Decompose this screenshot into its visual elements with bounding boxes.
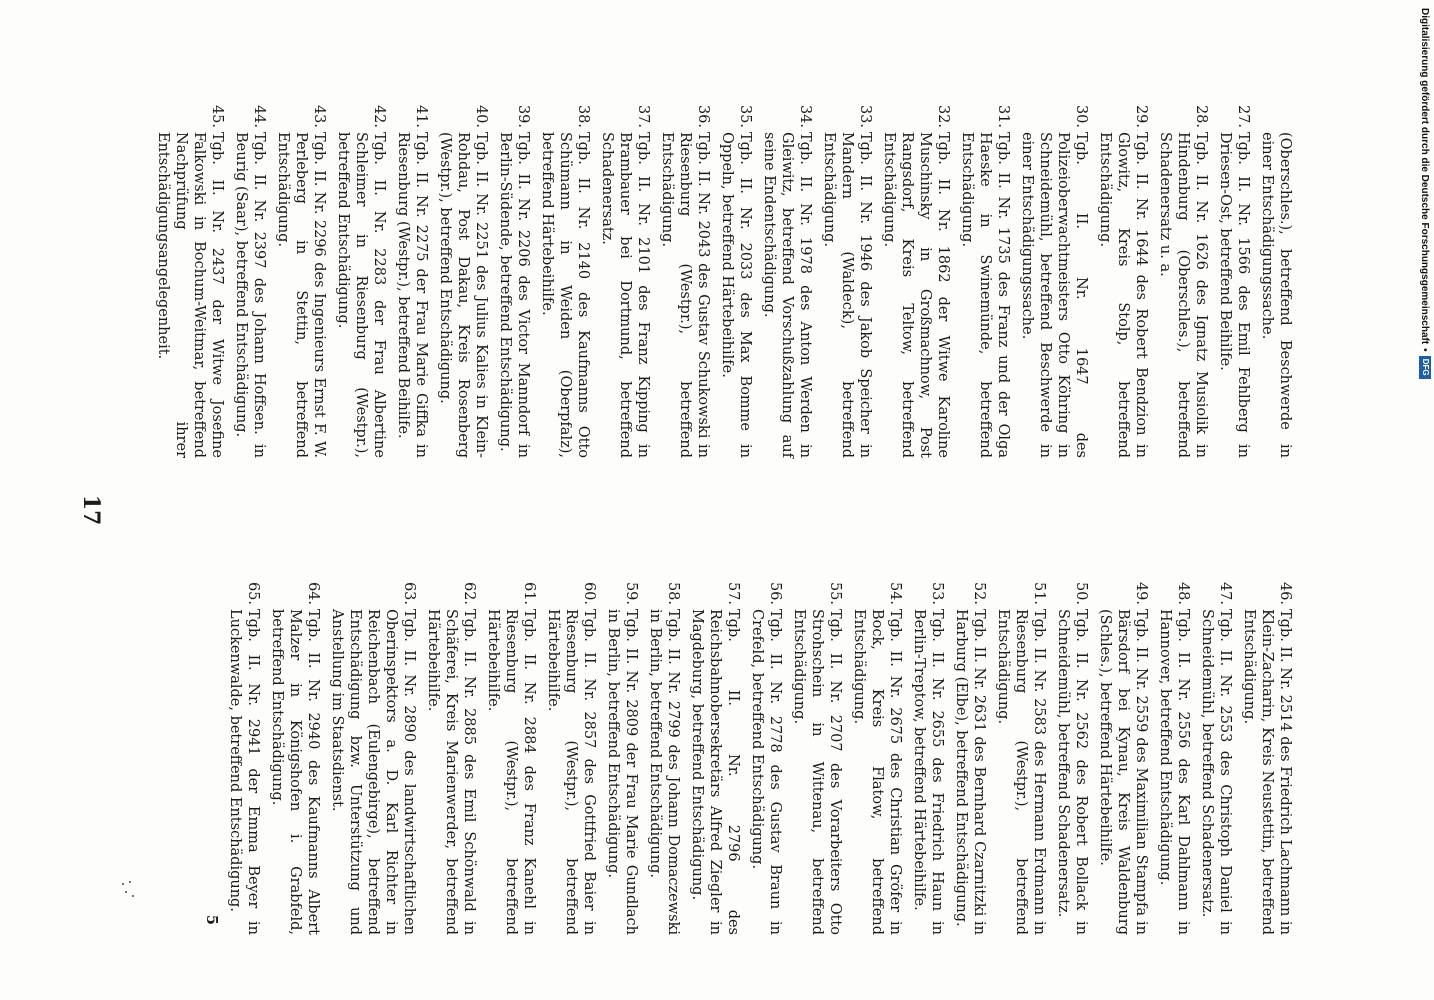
entry-text: Tgb. II. Nr. 2437 der Witwe Josefine Falkowski in Bochum-Weitmar, betreffend Nachprüfung ihrer Entschädigungsangelegenheit. [155, 132, 225, 458]
list-item [952, 575, 988, 935]
list-item [496, 98, 532, 458]
entry-number: 65. [245, 581, 261, 605]
entry-text: Tgb. II. Nr. 2675 des Christian Gröfer in Bock, Kreis Flatow, betreffend Entschädigung. [851, 609, 903, 935]
entry-text: Tgb. II. Nr. 2809 der Frau Marie Gundlach in Berlin, betreffend Entschädigung. [605, 609, 639, 935]
entry-number: 37. [635, 104, 651, 128]
list-item [910, 575, 946, 935]
list-item [484, 575, 538, 935]
list-item [790, 575, 844, 935]
dfg-separator: • [1419, 348, 1431, 352]
catchword: 5 [203, 914, 220, 925]
entry-number: 43. [311, 104, 327, 128]
entry-number: 44. [251, 104, 267, 128]
entry-number: 40. [473, 104, 489, 128]
entry-number: 50. [1073, 581, 1089, 605]
entry-number: 52. [971, 581, 987, 605]
list-item [1096, 98, 1150, 458]
list-item [538, 98, 592, 458]
entry-text: Tgb. II. Nr. 2140 des Kaufmanns Otto Schümann in Weiden (Oberpfalz), betreffend Härtebeihilfe. [539, 132, 591, 458]
entry-number: 34. [797, 104, 813, 128]
entry-number: 64. [305, 581, 321, 605]
entry-text: Tgb. II. Nr. 1862 der Witwe Karoline Muschinsky in Großmachnow, Post Rangsdorf, Kreis Teltow, betreffend Entschädigung. [881, 132, 951, 458]
entry-text: Tgb. II. Nr. 2101 des Franz Kipping in Brambauer bei Dortmund, betreffend Schadenersatz. [599, 132, 651, 458]
entry-number: 59. [623, 581, 639, 605]
entry-text: Tgb. II. Nr. 2941 der Emma Beyer in Luckenwalde, betreffend Entschädigung. [227, 609, 261, 935]
list-item [1096, 575, 1150, 935]
list-item [1216, 98, 1252, 458]
entry-text: Tgb. II. Nr. 2631 des Bernhard Czarnitzki in Harburg (Elbe), betreffend Entschädigung. [953, 609, 987, 935]
entry-number: 36. [695, 104, 711, 128]
entry-text: Tgb. II. Nr. 1946 des Jakob Speicher in Mandern (Waldeck), betreffend Entschädigung. [821, 132, 873, 458]
entry-number: 53. [929, 581, 945, 605]
entry-text: Tgb. II. Nr. 2857 des Gottfried Baier in Riesenburg (Westpr.), betreffend Härtebeihilfe. [545, 609, 597, 935]
entry-number: 42. [371, 104, 387, 128]
entry-number: 45. [209, 104, 225, 128]
entry-number: 54. [887, 581, 903, 605]
entry-number: 61. [521, 581, 537, 605]
entry-number: 47. [1217, 581, 1233, 605]
entry-text: Tgb. II. Nr. 2562 des Robert Bollack in Schneidemühl, betreffend Schadenersatz. [1055, 609, 1089, 935]
list-item [1018, 98, 1090, 458]
list-item [1198, 575, 1234, 935]
list-item [850, 575, 904, 935]
digitization-credit [1418, 8, 1432, 398]
entry-text: Tgb. II. Nr. 2556 des Karl Dahlmann in Hannover, betreffend Entschädigung. [1157, 609, 1191, 935]
entry-text: Tgb. II. Nr. 2583 des Hermann Erdmann in Riesenburg (Westpr.), betreffend Entschädigung. [995, 609, 1047, 935]
list-item [820, 98, 874, 458]
list-item [328, 575, 418, 935]
list-item [1156, 98, 1210, 458]
entry-text: Tgb. II. Nr. 2283 der Frau Albertine Schleimer in Riesenburg (Westpr.), betreffend Entschädigung. [335, 132, 387, 458]
list-item [748, 575, 784, 935]
list-item [760, 98, 814, 458]
entry-text: Tgb. II. Nr. 2514 des Friedrich Lachmann in Klein-Zacharin, Kreis Neustettin, betreffend Entschädigung. [1241, 609, 1293, 935]
entry-number: 46. [1277, 581, 1293, 605]
entry-text: Tgb. II. Nr. 2778 des Gustav Braun in Crefeld, betreffend Entschädigung. [749, 609, 783, 935]
entry-number: 48. [1175, 581, 1191, 605]
entry-number: 39. [515, 104, 531, 128]
list-item [880, 98, 952, 458]
continued-entry-text: (Oberschles.), betreffend Beschwerde in einer Entschädigungssache. [1259, 132, 1293, 458]
entry-text: Tgb. II. Nr. 2296 des Ingenieurs Ernst F. W. Perleberg in Stettin, betreffend Entschädigung. [275, 132, 327, 458]
list-item [994, 575, 1048, 935]
entry-number: 55. [827, 581, 843, 605]
list-item [226, 575, 262, 935]
entry-number: 49. [1133, 581, 1149, 605]
entry-number: 33. [857, 104, 873, 128]
list-item [658, 98, 712, 458]
entry-number: 56. [767, 581, 783, 605]
entry-text: Tgb. II. Nr. 2890 des landwirtschaftlichen Oberinspektors a. D. Karl Richter in Reichenbach (Eulengebirge), betreffend Entschädigung bzw. Unterstützung und Anstellung im Staatsdienst. [329, 609, 417, 935]
entry-text: Tgb. II. Nr. 2655 des Friedrich Haun in Berlin-Treptow, betreffend Härtebeihilfe. [911, 609, 945, 935]
list-item [394, 98, 430, 458]
list-item [604, 575, 640, 935]
entry-number: 28. [1193, 104, 1209, 128]
entry-number: 57. [725, 581, 741, 605]
left-entry-list [154, 98, 1252, 458]
entry-text: Tgb. II. Nr. 2799 des Johann Domaczewski in Berlin, betreffend Entschädigung. [647, 609, 681, 935]
entry-text: Tgb. II. Nr. 2707 des Vorarbeiters Otto Strohschein in Wittenau, betreffend Entschädigung. [791, 609, 843, 935]
entry-text: Tgb. II. Nr. 2397 des Johann Hoffsen. in Beurig (Saar), betreffend Entschädigung. [233, 132, 267, 458]
list-item [274, 98, 328, 458]
page-number: 17 [78, 494, 104, 526]
entry-number: 30. [1073, 104, 1089, 128]
entry-number: 27. [1235, 104, 1251, 128]
entry-number: 35. [737, 104, 753, 128]
entry-number: 29. [1133, 104, 1149, 128]
right-entry-list [226, 575, 1294, 935]
entry-number: 60. [581, 581, 597, 605]
list-item [718, 98, 754, 458]
list-item [232, 98, 268, 458]
entry-text: Tgb. II. Nr. 2796 des Reichsbahnobersekretärs Alfred Ziegler in Magdeburg, betreffend Entschädigung. [689, 609, 741, 935]
list-item [646, 575, 682, 935]
entry-text: Tgb. II. Nr. 2884 des Franz Kanehl in Riesenburg (Westpr.), betreffend Härtebeihilfe. [485, 609, 537, 935]
entry-number: 58. [665, 581, 681, 605]
entry-number: 41. [413, 104, 429, 128]
list-item [544, 575, 598, 935]
list-item [154, 98, 226, 458]
list-item [1054, 575, 1090, 935]
entry-number: 38. [575, 104, 591, 128]
entry-text: Tgb. II. Nr. 1647 des Polizeioberwachtmeisters Otto Köhring in Schneidemühl, betreffend Beschwerde in einer Entschädigungssache. [1019, 132, 1089, 458]
list-item [334, 98, 388, 458]
list-item [688, 575, 742, 935]
entry-text: Tgb. II. Nr. 1978 des Anton Werden in Gleiwitz, betreffend Vorschußzahlung auf seine Endentschädigung. [761, 132, 813, 458]
entry-text: Tgb. II. Nr. 2275 der Frau Marie Giffka in Riesenburg (Westpr.), betreffend Beihilfe. [395, 132, 429, 458]
credit-text: Digitalisierung gefördert durch die Deutsche Forschungsgemeinschaft [1419, 8, 1431, 345]
entry-text: Tgb. II. Nr. 2559 des Maximilian Stampfa in Bärsdorf bei Kynau, Kreis Waldenburg (Schles.), betreffend Härtebeihilfe. [1097, 609, 1149, 935]
entry-text: Tgb. II. Nr. 1735 des Franz und der Olga Haeske in Swinemünde, betreffend Entschädigung. [959, 132, 1011, 458]
entry-text: Tgb. II. Nr. 2940 des Kaufmanns Albert Malzer in Königshofen i. Grabfeld, betreffend Entschädigung. [269, 609, 321, 935]
list-item [1156, 575, 1192, 935]
dfg-logo: DFG [1419, 356, 1431, 379]
entry-text: Tgb. II. Nr. 2206 des Victor Manndorf in Berlin-Südende, betreffend Entschädigung. [497, 132, 531, 458]
entry-number: 31. [995, 104, 1011, 128]
list-item [424, 575, 478, 935]
right-column [202, 575, 1294, 935]
scan-speck-marks [120, 880, 136, 900]
entry-text: Tgb. II. Nr. 2885 des Emil Schönwald in Schäferei, Kreis Marienwerder, betreffend Härtebeihilfe. [425, 609, 477, 935]
entry-text: Tgb. II. Nr. 2553 des Christoph Daniel in Schneidemühl, betreffend Schadenersatz. [1199, 609, 1233, 935]
entry-number: 62. [461, 581, 477, 605]
left-column [148, 98, 1294, 458]
entry-number: 32. [935, 104, 951, 128]
entry-text: Tgb. II. Nr. 1566 des Emil Fehlberg in Driesen-Ost, betreffend Beihilfe. [1217, 132, 1251, 458]
entry-text: Tgb. II. Nr. 2251 des Julius Kalies in Klein-Rohdau, Post Dakau, Kreis Rosenberg (Westpr.), betreffend Entschädigung. [437, 132, 489, 458]
entry-number: 63. [401, 581, 417, 605]
entry-text: Tgb. II. Nr. 1644 des Robert Bendzion in Glowitz, Kreis Stolp, betreffend Entschädigung. [1097, 132, 1149, 458]
list-item [598, 98, 652, 458]
entry-number: 51. [1031, 581, 1047, 605]
list-item [958, 98, 1012, 458]
entry-text: Tgb. II. Nr. 2033 des Max Bomme in Oppeln, betreffend Härtebeihilfe. [719, 132, 753, 458]
list-item [436, 98, 490, 458]
entry-text: Tgb. II. Nr. 1626 des Ignatz Musiolik in Hindenburg (Oberschles.), betreffend Schadenersatz u. a. [1157, 132, 1209, 458]
list-item [1240, 575, 1294, 935]
list-item [268, 575, 322, 935]
entry-text: Tgb. II. Nr. 2043 des Gustav Schukowski in Riesenburg (Westpr.), betreffend Entschädigung. [659, 132, 711, 458]
